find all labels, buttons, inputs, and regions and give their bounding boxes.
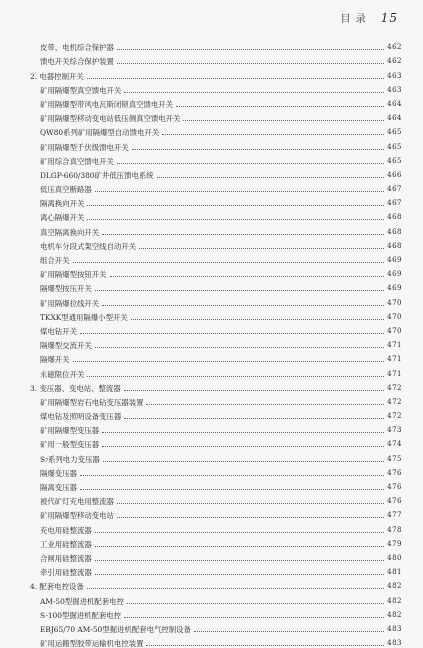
toc-entry — [30, 506, 402, 520]
header-title: 目 录 — [340, 14, 367, 25]
toc-entry-label: S-100型掘进机配套电控 — [40, 610, 122, 620]
toc-entry — [30, 535, 402, 549]
dot-leader — [176, 105, 384, 107]
dot-leader — [95, 531, 384, 533]
toc-entry — [30, 350, 402, 364]
toc-entry-page: 465 — [387, 142, 402, 151]
toc-entry — [30, 95, 402, 109]
toc-entry-page: 462 — [387, 43, 402, 52]
dot-leader — [95, 289, 384, 291]
toc-entry-label: 矿用运搬型胶带运输机电控装置 — [40, 639, 144, 648]
toc-entry-label: 合闸用硅整流器 — [40, 553, 92, 563]
toc-entry-page: 464 — [387, 114, 402, 123]
toc-entry — [30, 336, 402, 350]
dot-leader — [117, 502, 384, 504]
dot-leader — [124, 417, 384, 419]
toc-entry-page: 476 — [387, 483, 402, 491]
toc-entry-label: 充电用硅整流器 — [40, 525, 92, 535]
toc-entry-page: 477 — [387, 511, 402, 520]
toc-entry-label: 4. 配套电控设备 — [30, 582, 84, 592]
toc-entry-page: 465 — [387, 128, 402, 137]
dot-leader — [80, 474, 384, 476]
toc-entry — [30, 222, 402, 236]
toc-entry-label: 离心隔爆开关 — [40, 213, 85, 223]
toc-entry-label: 3. 变压器、变电站、整流器 — [30, 383, 121, 393]
toc-entry — [30, 393, 402, 407]
toc-entry-page: 463 — [387, 71, 402, 80]
toc-entry-label: 煤电钻开关 — [40, 326, 77, 336]
toc-entry — [30, 364, 402, 378]
toc-entry — [30, 492, 402, 506]
toc-entry-page: 476 — [387, 497, 402, 506]
toc-entry-label: 矿用隔爆型移动变电站 — [40, 511, 114, 521]
toc-entry-page: 472 — [387, 383, 402, 392]
toc-entry-label: 隔爆型按压开关 — [40, 284, 92, 294]
dot-leader — [124, 91, 384, 93]
dot-leader — [73, 360, 385, 362]
toc-entry — [30, 208, 402, 222]
toc-entry-label: 馈电开关综合保护装置 — [40, 57, 114, 67]
dot-leader — [102, 445, 384, 447]
toc-entry-page: 466 — [387, 170, 402, 179]
toc-entry — [30, 563, 402, 577]
toc-entry — [30, 166, 402, 180]
toc-entry-page: 469 — [387, 284, 402, 293]
toc-entry — [30, 308, 402, 322]
toc-entry — [30, 52, 402, 66]
toc-entry-page: 483 — [387, 639, 402, 648]
toc-entry-label: TKXK型通用隔爆小型开关 — [40, 312, 128, 322]
toc-entry — [30, 407, 402, 421]
dot-leader — [103, 460, 384, 462]
toc-entry-label: 皮带、电机综合保护器 — [40, 43, 114, 53]
toc-entry-page: 482 — [387, 610, 402, 619]
dot-leader — [117, 62, 384, 64]
toc-entry-page: 467 — [387, 185, 402, 194]
toc-entry — [30, 549, 402, 563]
dot-leader — [146, 403, 384, 405]
toc-entry — [30, 137, 402, 151]
toc-entry-page: 463 — [387, 85, 402, 94]
toc-entry-page: 475 — [387, 454, 402, 463]
toc-entry — [30, 435, 402, 449]
dot-leader — [95, 346, 384, 348]
toc-entry — [30, 109, 402, 123]
page-header — [341, 10, 398, 25]
dot-leader — [87, 77, 384, 79]
dot-leader — [124, 616, 384, 618]
toc-entry — [30, 279, 402, 293]
dot-leader — [80, 332, 384, 334]
toc-entry-label: 矿用隔爆型带风电瓦斯闭锁真空馈电开关 — [40, 99, 174, 109]
toc-entry-label: 隔爆变压器 — [40, 468, 77, 478]
toc-entry-page: 470 — [387, 298, 402, 307]
toc-entry — [30, 152, 402, 166]
toc-entry — [30, 520, 402, 534]
toc-entry-page: 476 — [387, 468, 402, 477]
dot-leader — [194, 630, 384, 632]
toc-entry-label: 隔爆开关 — [40, 355, 70, 365]
header-page-number: 15 — [380, 11, 398, 25]
toc-entry — [30, 251, 402, 265]
toc-entry-page: 471 — [387, 369, 402, 378]
dot-leader — [117, 516, 384, 518]
table-of-contents — [30, 38, 402, 648]
toc-entry-page: 479 — [387, 539, 402, 548]
toc-entry — [30, 38, 402, 52]
toc-entry-page: 472 — [387, 412, 402, 421]
toc-entry-page: 478 — [387, 525, 402, 534]
toc-entry-label: 矿用隔爆型岩石电钻变压器装置 — [40, 397, 144, 407]
toc-entry — [30, 620, 402, 634]
toc-entry — [30, 123, 402, 137]
toc-entry-label: 组合开关 — [40, 256, 70, 265]
dot-leader — [157, 176, 384, 178]
toc-entry-label: 真空隔离换向开关 — [40, 227, 100, 237]
toc-entry-label: 电机车分段式架空线自动开关 — [40, 241, 137, 251]
toc-entry-page: 465 — [387, 156, 402, 165]
dot-leader — [95, 190, 384, 192]
toc-entry-label: 矿用隔爆型移动变电站低压侧真空馈电开关 — [40, 114, 181, 124]
toc-entry-page: 483 — [387, 624, 402, 633]
toc-entry-page: 480 — [387, 553, 402, 562]
toc-entry-page: 473 — [387, 426, 402, 435]
toc-entry — [30, 265, 402, 279]
toc-entry-page: 471 — [387, 355, 402, 364]
dot-leader — [132, 148, 384, 150]
toc-entry-label: 低压真空断路器 — [40, 185, 92, 195]
toc-entry — [30, 591, 402, 605]
toc-entry-page: 482 — [387, 582, 402, 591]
toc-entry-label: S₇系列电力变压器 — [40, 454, 100, 464]
toc-entry-page: 468 — [387, 227, 402, 236]
toc-entry — [30, 606, 402, 620]
toc-entry-label: 牵引用硅整流器 — [40, 568, 92, 578]
dot-leader — [183, 119, 384, 121]
dot-leader — [102, 233, 384, 235]
toc-section-heading — [30, 577, 402, 591]
dot-leader — [87, 218, 384, 220]
toc-section-heading — [30, 66, 402, 80]
dot-leader — [73, 261, 385, 263]
toc-section-heading — [30, 379, 402, 393]
toc-entry-label: 矿用隔爆型按钮开关 — [40, 270, 107, 280]
toc-entry — [30, 421, 402, 435]
toc-entry-page: 464 — [387, 99, 402, 108]
toc-entry-page: 474 — [387, 440, 402, 449]
dot-leader — [95, 559, 384, 561]
dot-leader — [95, 573, 384, 575]
dot-leader — [162, 133, 384, 135]
dot-leader — [117, 162, 384, 164]
toc-entry-label: 矿用隔爆型千伏级馈电开关 — [40, 142, 129, 152]
toc-entry-page: 467 — [387, 199, 402, 208]
dot-leader — [95, 545, 384, 547]
toc-entry — [30, 478, 402, 492]
toc-entry-label: 矿用隔爆拉线开关 — [40, 298, 100, 308]
dot-leader — [87, 375, 384, 377]
toc-entry-label: 2. 电器控制开关 — [30, 71, 84, 81]
toc-entry-page: 471 — [387, 341, 402, 350]
dot-leader — [131, 318, 384, 320]
toc-entry-label: 矿用隔爆型变压器 — [40, 426, 100, 436]
toc-entry-page: 470 — [387, 326, 402, 335]
toc-entry-page: 472 — [387, 397, 402, 406]
toc-entry — [30, 464, 402, 478]
toc-entry-page: 469 — [387, 270, 402, 279]
toc-entry-label: 矿用隔爆型真空馈电开关 — [40, 85, 122, 95]
toc-entry — [30, 81, 402, 95]
toc-entry-label: 矿用综合真空馈电开关 — [40, 156, 114, 166]
dot-leader — [87, 204, 384, 206]
toc-entry — [30, 322, 402, 336]
toc-entry-label: 隔离变压器 — [40, 483, 77, 492]
toc-entry — [30, 634, 402, 648]
toc-entry-label: 工业用硅整流器 — [40, 539, 92, 549]
toc-entry-label: 被代矿灯充电用整流器 — [40, 497, 114, 507]
dot-leader — [139, 247, 384, 249]
toc-entry — [30, 180, 402, 194]
toc-entry — [30, 194, 402, 208]
toc-entry-page: 462 — [387, 57, 402, 66]
toc-entry-label: 隔离换向开关 — [40, 199, 85, 209]
toc-entry-label: 永磁限位开关 — [40, 369, 85, 379]
dot-leader — [102, 431, 384, 433]
toc-entry-label: 隔爆型交流开关 — [40, 341, 92, 351]
toc-entry-page: 468 — [387, 241, 402, 250]
toc-entry-label: QW80系列矿用隔爆型自动馈电开关 — [40, 128, 160, 138]
dot-leader — [127, 602, 384, 604]
dot-leader — [146, 644, 384, 646]
toc-entry-label: 矿用一般型变压器 — [40, 440, 100, 450]
dot-leader — [110, 275, 385, 277]
toc-entry — [30, 449, 402, 463]
toc-entry-page: 482 — [387, 596, 402, 605]
toc-entry-label: 煤电钻及照明设备变压器 — [40, 412, 122, 422]
dot-leader — [102, 304, 384, 306]
dot-leader — [117, 48, 384, 50]
toc-entry-page: 470 — [387, 312, 402, 321]
toc-entry — [30, 237, 402, 251]
toc-entry — [30, 293, 402, 307]
toc-entry-page: 481 — [387, 568, 402, 577]
toc-entry-label: AM-50型掘进机配套电控 — [40, 596, 124, 606]
toc-entry-label: DLGP-660/380矿井低压馈电系统 — [40, 170, 154, 180]
toc-entry-label: EBJ65/70 AM-50型掘进机配套电气控制设备 — [40, 624, 191, 634]
dot-leader — [124, 389, 384, 391]
toc-entry-page: 469 — [387, 256, 402, 264]
toc-entry-page: 468 — [387, 213, 402, 222]
dot-leader — [80, 488, 384, 490]
